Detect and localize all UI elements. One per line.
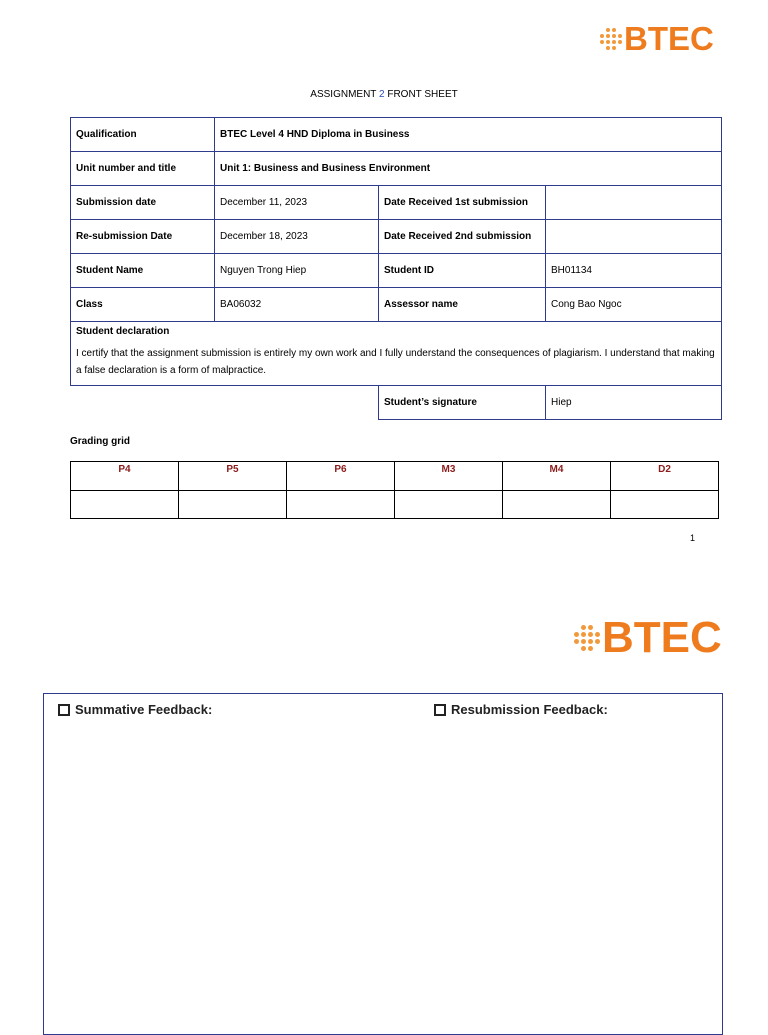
- unit-label: Unit number and title: [71, 152, 215, 186]
- btec-logo: [600, 22, 714, 55]
- qualification-label: Qualification: [71, 118, 215, 152]
- feedback-box: [43, 693, 723, 1035]
- table-row: [71, 288, 722, 322]
- date-received-1-label: Date Received 1st submission: [379, 186, 546, 220]
- grade-header: M4: [503, 462, 611, 491]
- student-name-value: Nguyen Trong Hiep: [215, 254, 379, 288]
- logo-text: BTEC: [602, 613, 722, 662]
- student-id-value: BH01134: [546, 254, 722, 288]
- grade-cell[interactable]: [179, 491, 287, 519]
- table-row: [71, 220, 722, 254]
- grade-header: P4: [71, 462, 179, 491]
- grade-cell[interactable]: [503, 491, 611, 519]
- qualification-value: BTEC Level 4 HND Diploma in Business: [215, 118, 722, 152]
- signature-row: [71, 386, 722, 420]
- assessor-label: Assessor name: [379, 288, 546, 322]
- date-received-2-label: Date Received 2nd submission: [379, 220, 546, 254]
- resubmission-feedback-text: Resubmission Feedback:: [451, 702, 608, 717]
- grading-value-row: [71, 491, 719, 519]
- declaration-heading: Student declaration: [76, 326, 170, 337]
- logo-dots-icon: [574, 625, 600, 651]
- table-row: [71, 254, 722, 288]
- logo-text: BTEC: [624, 20, 714, 57]
- grading-grid: [70, 461, 719, 519]
- page-number: 1: [690, 533, 696, 543]
- date-received-1-value[interactable]: [546, 186, 722, 220]
- checkbox-icon[interactable]: [434, 704, 446, 716]
- declaration-row: [71, 322, 722, 386]
- empty-cell: [215, 386, 379, 420]
- submission-date-value: December 11, 2023: [215, 186, 379, 220]
- class-value: BA06032: [215, 288, 379, 322]
- summative-feedback-label: [58, 702, 212, 717]
- unit-value: Unit 1: Business and Business Environment: [215, 152, 722, 186]
- table-row: [71, 152, 722, 186]
- grading-grid-label: Grading grid: [70, 436, 130, 447]
- front-sheet-table: [70, 117, 722, 420]
- resubmission-date-value: December 18, 2023: [215, 220, 379, 254]
- grade-cell[interactable]: [71, 491, 179, 519]
- empty-cell: [71, 386, 215, 420]
- class-label: Class: [71, 288, 215, 322]
- page-title: [0, 89, 768, 100]
- grade-cell[interactable]: [287, 491, 395, 519]
- btec-logo: [574, 613, 722, 662]
- resubmission-feedback-label: [434, 702, 608, 717]
- signature-label: Student’s signature: [379, 386, 546, 420]
- grading-header-row: [71, 462, 719, 491]
- submission-date-label: Submission date: [71, 186, 215, 220]
- summative-feedback-text: Summative Feedback:: [75, 702, 213, 717]
- resubmission-date-label: Re-submission Date: [71, 220, 215, 254]
- signature-value[interactable]: Hiep: [546, 386, 722, 420]
- declaration-cell: [71, 322, 722, 386]
- grade-header: D2: [611, 462, 719, 491]
- title-suffix: FRONT SHEET: [384, 89, 458, 100]
- checkbox-icon[interactable]: [58, 704, 70, 716]
- grade-cell[interactable]: [395, 491, 503, 519]
- grade-header: M3: [395, 462, 503, 491]
- declaration-text: I certify that the assignment submission is entirely my own work and I fully understand the consequences of plagiarism. I understand that making a false declaration is a form of malpractice.: [76, 348, 715, 376]
- student-id-label: Student ID: [379, 254, 546, 288]
- logo-dots-icon: [600, 28, 622, 50]
- date-received-2-value[interactable]: [546, 220, 722, 254]
- grade-cell[interactable]: [611, 491, 719, 519]
- assessor-value: Cong Bao Ngoc: [546, 288, 722, 322]
- grade-header: P6: [287, 462, 395, 491]
- table-row: [71, 118, 722, 152]
- grade-header: P5: [179, 462, 287, 491]
- title-prefix: ASSIGNMENT: [310, 89, 379, 100]
- student-name-label: Student Name: [71, 254, 215, 288]
- table-row: [71, 186, 722, 220]
- assignment-number: 2: [379, 89, 385, 100]
